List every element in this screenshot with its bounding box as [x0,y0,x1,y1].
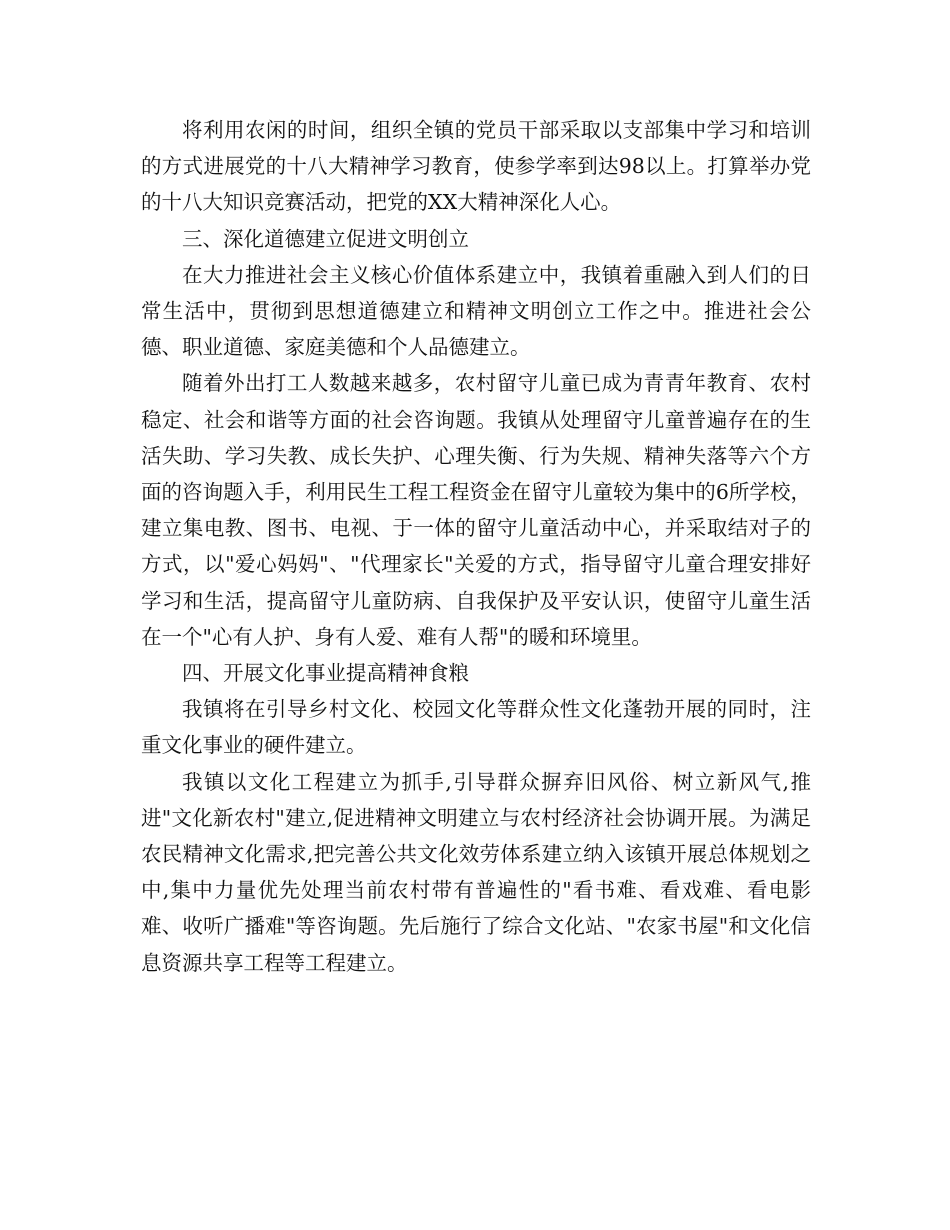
paragraph-culture-hardware: 我镇将在引导乡村文化、校园文化等群众性文化蓬勃开展的同时，注重文化事业的硬件建立。 [141,697,811,758]
document-body [141,112,811,981]
paragraph-left-behind-children: 随着外出打工人数越来越多，农村留守儿童已成为青青年教育、农村稳定、社会和谐等方面的社会咨询题。我镇从处理留守儿童普遍存在的生活失助、学习失教、成长失护、心理失衡、行为失规、精神失落等六个方面的咨询题入手，利用民生工程工程资金在留守儿童较为集中的6所学校，建立集电教、图书、电视、于一体的留守儿童活动中心，并采取结对子的方式，以"爱心妈妈"、"代理家长"关爱的方式，指导留守儿童合理安排好学习和生活，提高留守儿童防病、自我保护及平安认识，使留守儿童生活在一个"心有人护、身有人爱、难有人帮"的暖和环境里。 [141,371,811,649]
section-heading-morality: 三、深化道德建立促进文明创立 [182,226,469,251]
paragraph-culture-projects: 我镇以文化工程建立为抓手,引导群众摒弃旧风俗、树立新风气,推进"文化新农村"建立,促进精神文明建立与农村经济社会协调开展。为满足农民精神文化需求,把完善公共文化效劳体系建立纳入该镇开展总体规划之中,集中力量优先处理当前农村带有普遍性的"看书难、看戏难、看电影难、收听广播难"等咨询题。先后施行了综合文化站、"农家书屋"和文化信息资源共享工程等工程建立。 [141,769,811,975]
paragraph-party-study: 将利用农闲的时间，组织全镇的党员干部采取以支部集中学习和培训的方式进展党的十八大精神学习教育，使参学率到达98以上。打算举办党的十八大知识竞赛活动，把党的XX大精神深化人心。 [141,118,811,215]
section-heading-culture: 四、开展文化事业提高精神食粮 [182,661,469,686]
paragraph-core-values: 在大力推进社会主义核心价值体系建立中，我镇着重融入到人们的日常生活中，贯彻到思想道德建立和精神文明创立工作之中。推进社会公德、职业道德、家庭美德和个人品德建立。 [141,262,811,360]
